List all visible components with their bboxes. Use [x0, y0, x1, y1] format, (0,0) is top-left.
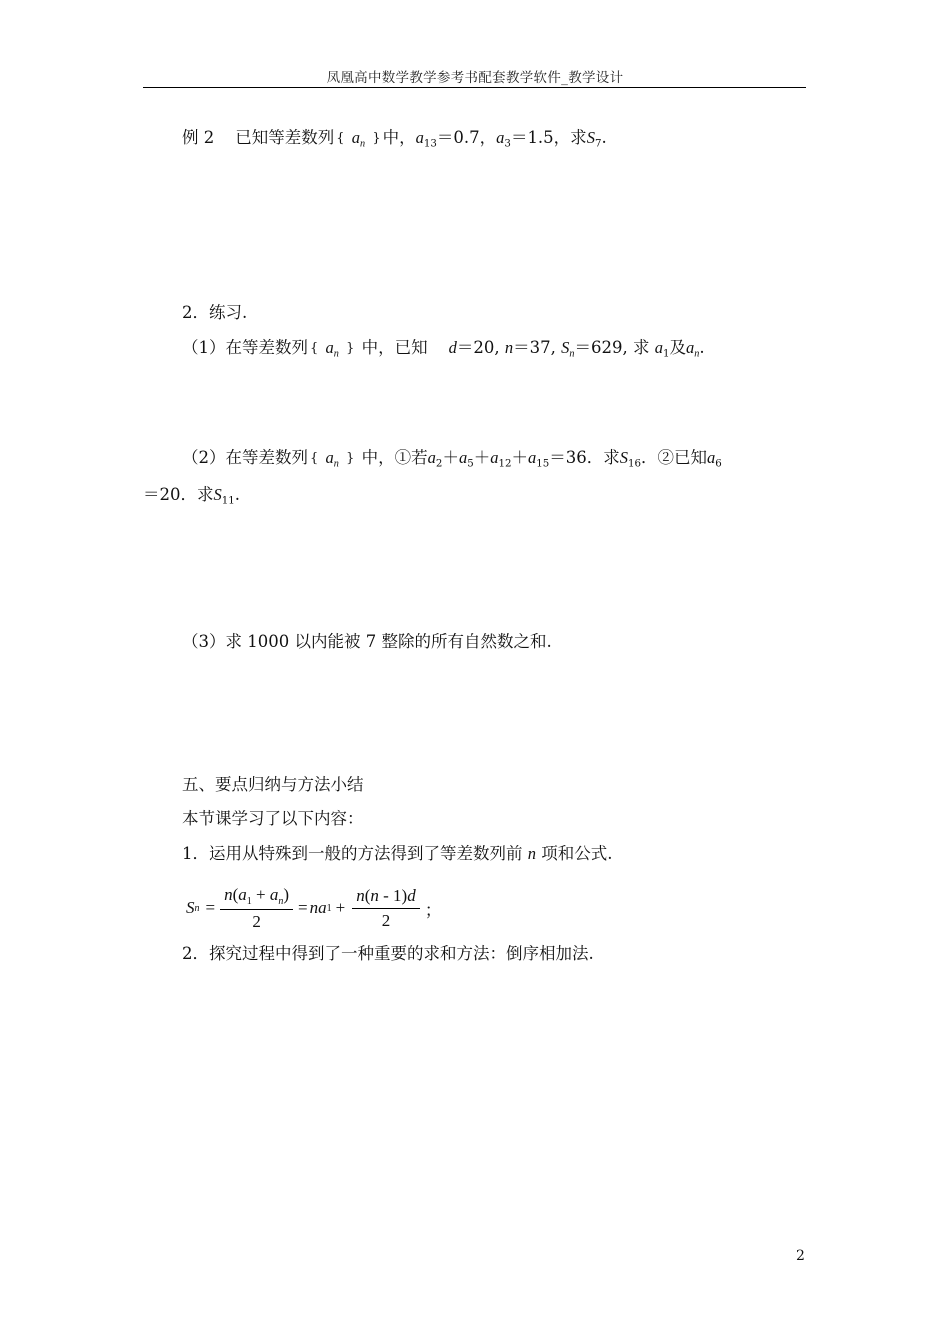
formula-fraction-1: $\frac{n(a_1 + a_n)}{2}$	[220, 885, 293, 932]
sum-formula: S n = $\frac{n(a_1 + a_n)}{2}$ = na 1 + $\frac{n(n - 1)d}{2}$ ；	[186, 884, 442, 931]
header-rule	[143, 87, 806, 88]
summary-intro: 本节课学习了以下内容：	[182, 809, 364, 828]
practice-2-line1: （2）在等差数列 { $a_n$ } 中，①若$a_2+a_5+a_{12}+a_{15}=36$．求$S_{16}$．②已知$a_6$	[182, 448, 722, 470]
example-2: 例 2 已知等差数列 { $a_n$ } 中，$a_{13}=0.7$，$a_3=1.5$，求$S_7$.	[182, 128, 607, 150]
practice-heading: 2．练习.	[182, 303, 248, 322]
summary-item-2: 2．探究过程中得到了一种重要的求和方法：倒序相加法.	[182, 944, 594, 963]
practice-3: （3）求 1000 以内能被 7 整除的所有自然数之和.	[182, 632, 552, 651]
practice-1: （1）在等差数列 { $a_n$ } 中，已知 d＝20, n＝37, $S_n=629$, 求 $a_1$及$a_n$.	[182, 338, 705, 360]
practice-2-line2: ＝20．求$S_{11}$.	[143, 485, 241, 507]
page-number: 2	[796, 1248, 805, 1264]
summary-heading: 五、要点归纳与方法小结	[182, 775, 364, 794]
summary-item-1: 1．运用从特殊到一般的方法得到了等差数列前 n 项和公式.	[182, 844, 613, 863]
formula-fraction-2: $\frac{n(n - 1)d}{2}$	[352, 886, 420, 931]
example-label: 例 2	[182, 128, 215, 147]
page-header: 凤凰高中数学教学参考书配套教学软件_教学设计	[326, 70, 624, 86]
